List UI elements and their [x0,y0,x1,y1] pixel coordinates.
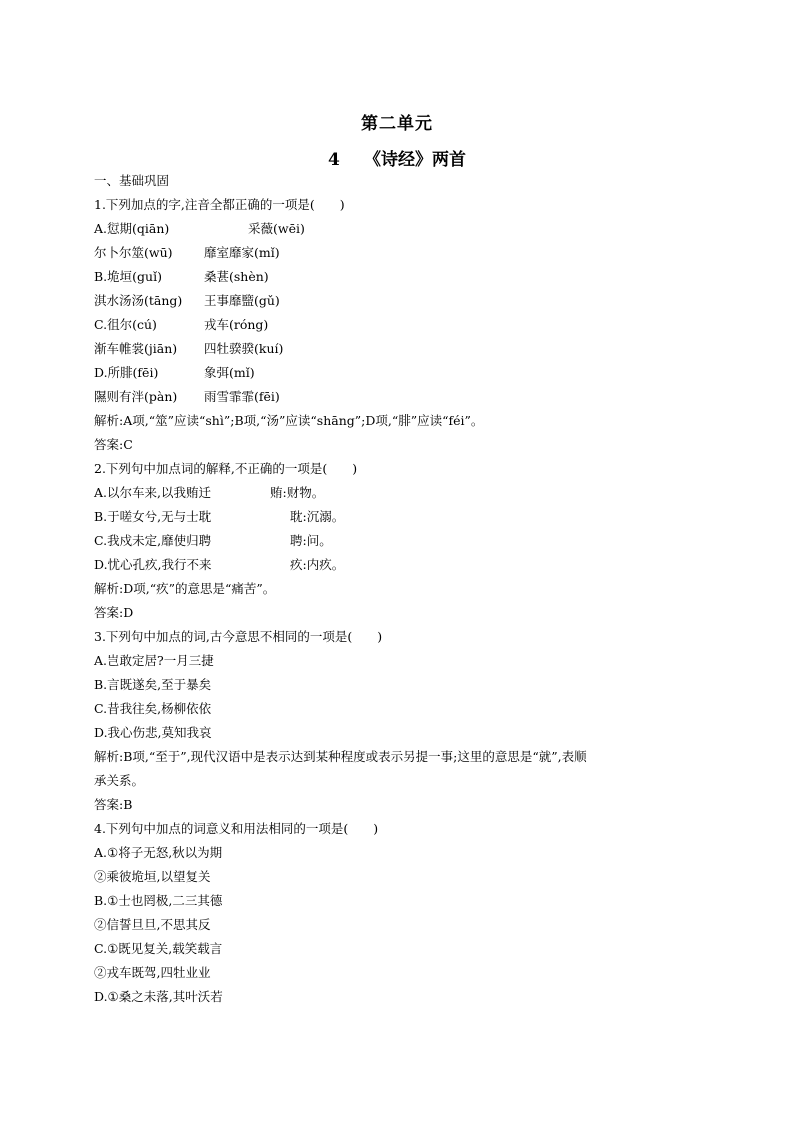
q2-option-b-gloss: 耽:沉溺。 [290,509,345,524]
q1-analysis: 解析:A项,“筮”应读“shì”;B项,“汤”应读“shāng”;D项,“腓”应读“féi”。 [94,413,484,428]
q2-option-c: C.我戍未定,靡使归聘 [94,533,212,548]
q2-option-b: B.于嗟女兮,无与士耽 [94,509,212,524]
q1-option-d-left-2: 隰则有泮(pàn) [94,389,178,404]
q2-option-a-gloss: 贿:财物。 [270,485,325,500]
q4-option-d-1: D.①桑之未落,其叶沃若 [94,989,223,1004]
lesson-number: 4 [328,150,340,170]
q3-option-c: C.昔我往矣,杨柳依依 [94,701,212,716]
lesson-title [328,145,466,170]
q3-analysis: 解析:B项,“至于”,现代汉语中是表示达到某种程度或表示另提一事;这里的意思是“就”,表顺 [94,749,587,764]
q1-option-c-left: C.徂尔(cú) [94,317,157,332]
q1-option-d-left: D.所腓(fēi) [94,365,159,380]
q1-option-a-right: 采薇(wēi) [248,221,305,236]
unit-title: 第二单元 [361,114,433,134]
q1-option-a-right-2: 靡室靡家(mǐ) [204,245,280,260]
q3-analysis-continued: 承关系。 [94,773,145,788]
q1-option-c-right-2: 四牡骙骙(kuí) [204,341,284,356]
q4-option-b-1: B.①士也罔极,二三其德 [94,893,223,908]
question-1-stem: 1.下列加点的字,注音全都正确的一项是( ) [94,197,345,212]
q2-answer: 答案:D [94,605,134,620]
question-3-stem: 3.下列句中加点的词,古今意思不相同的一项是( ) [94,629,383,644]
q1-answer: 答案:C [94,437,133,452]
q2-option-a: A.以尔车来,以我贿迁 [94,485,211,500]
q1-option-b-right-2: 王事靡盬(gǔ) [204,293,280,308]
q1-option-b-left: B.垝垣(guǐ) [94,269,162,284]
q3-option-b: B.言既遂矣,至于暴矣 [94,677,212,692]
q1-option-c-left-2: 渐车帷裳(jiān) [94,341,178,356]
q3-answer: 答案:B [94,797,133,812]
q4-option-a-1: A.①将子无怒,秋以为期 [94,845,223,860]
q1-option-a-left-2: 尔卜尔筮(wū) [94,245,173,260]
q1-option-b-left-2: 淇水汤汤(tāng) [94,293,183,308]
q4-option-b-2: ②信誓旦旦,不思其反 [94,917,211,932]
q1-option-b-right: 桑葚(shèn) [204,269,269,284]
q2-analysis: 解析:D项,“疚”的意思是“痛苦”。 [94,581,276,596]
q4-option-c-2: ②戎车既驾,四牡业业 [94,965,211,980]
q1-option-a-left: A.愆期(qiān) [94,221,170,236]
question-2-stem: 2.下列句中加点词的解释,不正确的一项是( ) [94,461,358,476]
q4-option-c-1: C.①既见复关,载笑载言 [94,941,223,956]
q3-option-d: D.我心伤悲,莫知我哀 [94,725,212,740]
q1-option-c-right: 戎车(róng) [204,317,269,332]
q1-option-d-right-2: 雨雪霏霏(fēi) [204,389,280,404]
section-heading: 一、基础巩固 [94,173,170,188]
q2-option-c-gloss: 聘:问。 [290,533,332,548]
q2-option-d: D.忧心孔疚,我行不来 [94,557,212,572]
q4-option-a-2: ②乘彼垝垣,以望复关 [94,869,211,884]
lesson-name: 《诗经》两首 [364,150,466,170]
q1-option-d-right: 象弭(mǐ) [204,365,255,380]
q2-option-d-gloss: 疚:内疚。 [290,557,345,572]
question-4-stem: 4.下列句中加点的词意义和用法相同的一项是( ) [94,821,379,836]
q3-option-a: A.岂敢定居?一月三捷 [94,653,214,668]
